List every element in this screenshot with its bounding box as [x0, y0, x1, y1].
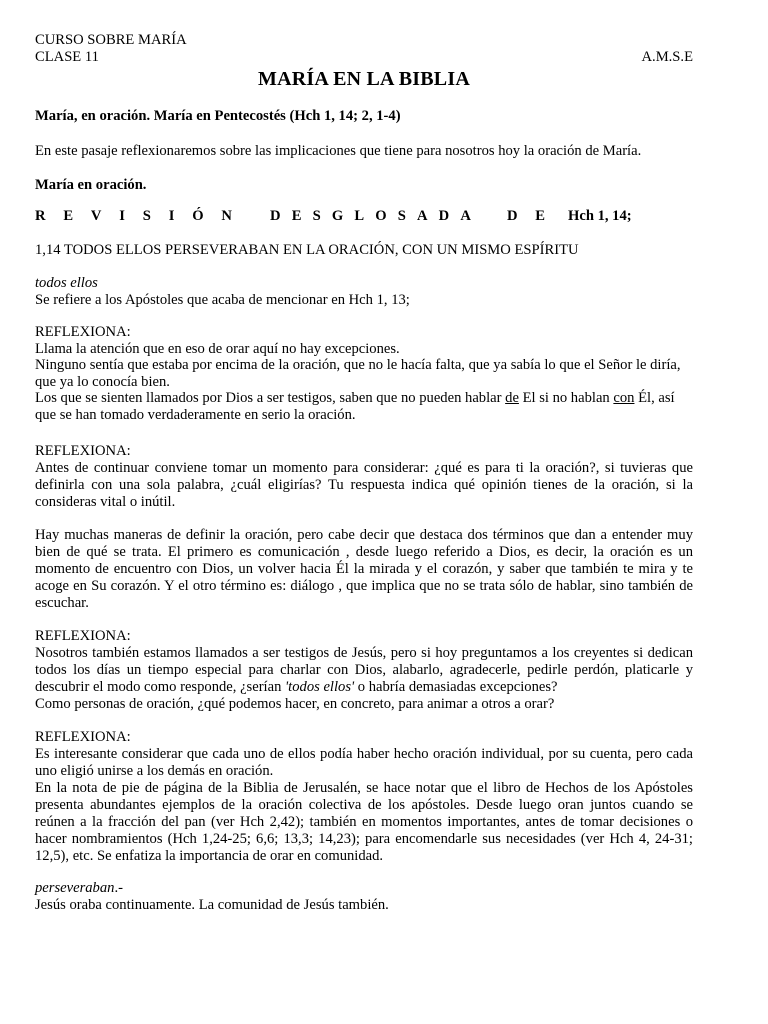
todos-ellos-text: Se refiere a los Apóstoles que acaba de mencionar en Hch 1, 13;	[35, 291, 410, 308]
r3-paragraph-1: Nosotros también estamos llamados a ser testigos de Jesús, pero si hoy preguntamos a los creyentes si dedican todos los días un tiempo especial para charlar con Dios, alabarlo, agradecerle, pedirle perdón, platicarle y descubrir el modo como responde, ¿serían 'todos ellos' o habría demasiadas excepciones?	[35, 644, 693, 695]
term-todos-ellos: todos ellos	[35, 275, 98, 291]
subtitle: María, en oración. María en Pentecostés (Hch 1, 14; 2, 1-4)	[35, 108, 401, 124]
lead-paragraph: En este pasaje reflexionaremos sobre las implicaciones que tiene para nosotros hoy la oración de María.	[35, 143, 642, 159]
course-name: CURSO SOBRE MARÍA	[35, 32, 187, 48]
perseveraban-block	[35, 880, 693, 913]
r1-line-1: Llama la atención que en eso de orar aquí no hay excepciones.	[35, 340, 400, 357]
reflexiona-block-2	[35, 443, 693, 612]
page-title: MARÍA EN LA BIBLIA	[258, 68, 470, 90]
verse-line: 1,14 TODOS ELLOS PERSEVERABAN EN LA ORACIÓN, CON UN MISMO ESPÍRITU	[35, 242, 579, 258]
r4-paragraph-1: Es interesante considerar que cada uno de ellos podía haber hecho oración individual, por su cuenta, pero cada uno eligió unirse a los demás en oración.	[35, 745, 693, 779]
revision-word-1: R E V I S I Ó N	[35, 208, 232, 224]
reflexiona-label: REFLEXIONA:	[35, 443, 131, 459]
class-number: CLASE 11	[35, 48, 99, 65]
r1-line-5: que se han tomado verdaderamente en serio la oración.	[35, 406, 356, 423]
revision-heading	[35, 208, 693, 225]
r4-paragraph-2: En la nota de pie de página de la Biblia de Jerusalén, se hace notar que el libro de Hechos de los Apóstoles presenta abundantes ejemplos de la oración colectiva de los apóstoles. Desde luego oran juntos cuando se reúnen a la fracción del pan (ver Hch 2,42); también en momentos importantes, antes de tomar decisiones o hacer nombramientos (Hch 1,24-25; 6,6; 13,3; 14,23); para encomendarle sus necesidades (ver Hch 4, 24-31; 12,5), etc. Se enfatiza la importancia de orar en comunidad.	[35, 779, 693, 864]
section-heading: María en oración.	[35, 177, 147, 193]
r1-line-2: Ninguno sentía que estaba por encima de la oración, que no le hacía falta, que ya sabía lo que el Señor le diría,	[35, 357, 681, 373]
reflexiona-block-3	[35, 628, 693, 712]
revision-word-3: D E	[507, 208, 545, 224]
reflexiona-label: REFLEXIONA:	[35, 324, 131, 340]
header-row	[35, 49, 693, 66]
author-initials: A.M.S.E	[641, 48, 693, 65]
reflexiona-block-1	[35, 324, 693, 423]
todos-ellos-block	[35, 275, 693, 308]
term-perseveraban: perseveraban.-	[35, 880, 123, 896]
revision-word-2: D E S G L O S A D A	[270, 208, 471, 224]
header-block	[35, 32, 693, 65]
r1-line-4: Los que se sienten llamados por Dios a ser testigos, saben que no pueden hablar de El si no hablan con Él, así	[35, 390, 675, 406]
reflexiona-block-4	[35, 729, 693, 865]
perseveraban-text: Jesús oraba continuamente. La comunidad de Jesús también.	[35, 896, 389, 913]
r3-paragraph-2: Como personas de oración, ¿qué podemos hacer, en concreto, para animar a otros a orar?	[35, 695, 555, 712]
reflexiona-label: REFLEXIONA:	[35, 729, 131, 745]
r1-line-3: que ya lo conocía bien.	[35, 373, 170, 390]
revision-reference: Hch 1, 14;	[568, 208, 632, 224]
r2-paragraph-2: Hay muchas maneras de definir la oración, pero cabe decir que destaca dos términos que dan a entender muy bien de qué se trata. El primero es comunicación , desde luego referido a Dios, es decir, la oración es un momento de encuentro con Dios, un volver hacia Él la mirada y el corazón, y saber que también te mira y te acoge en Su corazón. Y el otro término es: diálogo , que implica que no se trata sólo de hablar, sino también de escuchar.	[35, 526, 693, 611]
reflexiona-label: REFLEXIONA:	[35, 628, 131, 644]
r2-paragraph-1: Antes de continuar conviene tomar un momento para considerar: ¿qué es para ti la oración?, si tuvieras que definirla con una sola palabra, ¿cuál eligirías? Tu respuesta indica qué opinión tienes de la oración, si la consideras vital o inútil.	[35, 459, 693, 510]
